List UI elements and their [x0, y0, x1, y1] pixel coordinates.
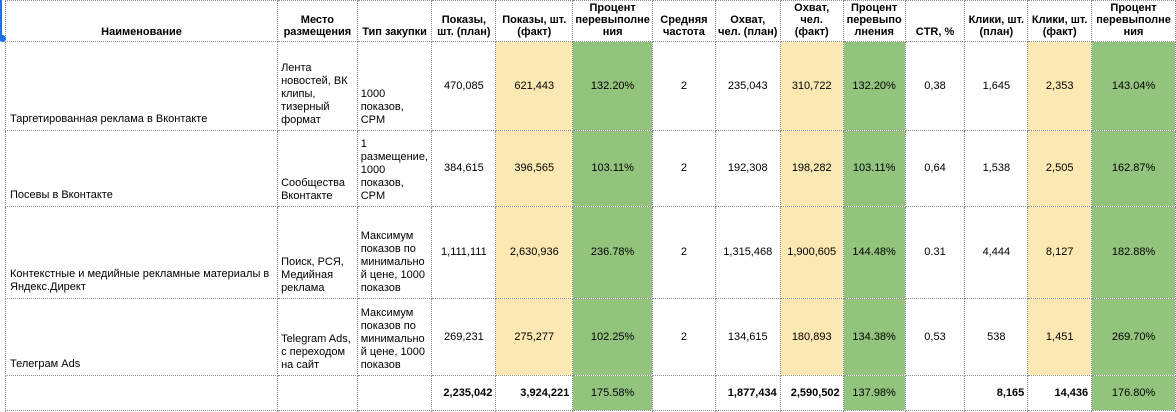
- column-header-impr-pct[interactable]: Процент перевыполнения: [573, 1, 653, 42]
- cell-r4-reach-fact[interactable]: 180,893: [780, 299, 843, 376]
- cell-r4-freq[interactable]: 2: [653, 299, 716, 376]
- cell-r2-clicks-pct[interactable]: 162.87%: [1092, 131, 1176, 207]
- column-header-freq[interactable]: Средняя частота: [653, 1, 716, 42]
- column-header-purchase[interactable]: Тип закупки: [357, 1, 432, 42]
- cell-r2-impr-plan[interactable]: 384,615: [432, 131, 496, 207]
- cell-r4-clicks-fact[interactable]: 1,451: [1028, 299, 1092, 376]
- total-clicks-fact[interactable]: 14,436: [1028, 376, 1092, 411]
- column-header-reach-fact[interactable]: Охват, чел. (факт): [780, 1, 843, 42]
- header-row: [6, 1, 1176, 42]
- cell-r4-impr-pct[interactable]: 102.25%: [573, 299, 653, 376]
- cell-r3-placement[interactable]: Поиск, РСЯ, Медийная реклама: [278, 207, 358, 299]
- cell-r2-impr-fact[interactable]: 396,565: [496, 131, 573, 207]
- selection-border-fragment: [0, 0, 2, 37]
- total-impr-plan[interactable]: 2,235,042: [432, 376, 496, 411]
- cell-r1-ctr[interactable]: 0,38: [905, 42, 965, 131]
- cell-r2-reach-plan[interactable]: 192,308: [715, 131, 780, 207]
- cell-r3-clicks-fact[interactable]: 8,127: [1028, 207, 1092, 299]
- cell-r4-impr-fact[interactable]: 275,277: [496, 299, 573, 376]
- cell-r3-reach-plan[interactable]: 1,315,468: [715, 207, 780, 299]
- table-row: [6, 42, 1176, 131]
- cell-r3-impr-pct[interactable]: 236.78%: [573, 207, 653, 299]
- cell-r2-freq[interactable]: 2: [653, 131, 716, 207]
- cell-r4-reach-plan[interactable]: 134,615: [715, 299, 780, 376]
- spreadsheet-table: [5, 0, 1176, 412]
- cell-r4-clicks-pct[interactable]: 269.70%: [1092, 299, 1176, 376]
- cell-r1-impr-fact[interactable]: 621,443: [496, 42, 573, 131]
- table-body: [6, 42, 1176, 412]
- cell-r2-clicks-plan[interactable]: 1,538: [965, 131, 1028, 207]
- cell-r2-placement[interactable]: Сообщества Вконтакте: [278, 131, 358, 207]
- cell-r4-impr-plan[interactable]: 269,231: [432, 299, 496, 376]
- cell-r2-reach-pct[interactable]: 103.11%: [843, 131, 905, 207]
- column-header-name[interactable]: Наименование: [6, 1, 278, 42]
- column-header-reach-pct[interactable]: Процент перевыполнения: [843, 1, 905, 42]
- total-ctr[interactable]: [905, 376, 965, 411]
- total-name[interactable]: [6, 376, 278, 411]
- total-impr-pct[interactable]: 175.58%: [573, 376, 653, 411]
- column-header-clicks-pct[interactable]: Процент перевыполнения: [1092, 1, 1176, 42]
- total-impr-fact[interactable]: 3,924,221: [496, 376, 573, 411]
- cell-r1-purchase[interactable]: 1000 показов, CPM: [357, 42, 432, 131]
- cell-r2-name[interactable]: Посевы в Вконтакте: [6, 131, 278, 207]
- table-row: [6, 207, 1176, 299]
- cell-r2-ctr[interactable]: 0,64: [905, 131, 965, 207]
- cell-r4-purchase[interactable]: Максимум показов по минимальной цене, 1000 показов: [357, 299, 432, 376]
- cell-r2-reach-fact[interactable]: 198,282: [780, 131, 843, 207]
- table-row: [6, 299, 1176, 376]
- cell-r1-impr-plan[interactable]: 470,085: [432, 42, 496, 131]
- cell-r4-name[interactable]: Телеграм Ads: [6, 299, 278, 376]
- cell-r2-impr-pct[interactable]: 103.11%: [573, 131, 653, 207]
- cell-r1-clicks-pct[interactable]: 143.04%: [1092, 42, 1176, 131]
- cell-r4-placement[interactable]: Telegram Ads, с переходом на сайт: [278, 299, 358, 376]
- total-clicks-plan[interactable]: 8,165: [965, 376, 1028, 411]
- cell-r2-clicks-fact[interactable]: 2,505: [1028, 131, 1092, 207]
- cell-r3-impr-fact[interactable]: 2,630,936: [496, 207, 573, 299]
- cell-r1-reach-pct[interactable]: 132.20%: [843, 42, 905, 131]
- column-header-ctr[interactable]: CTR, %: [905, 1, 965, 42]
- cell-r1-reach-fact[interactable]: 310,722: [780, 42, 843, 131]
- cell-r3-reach-fact[interactable]: 1,900,605: [780, 207, 843, 299]
- cell-r3-clicks-pct[interactable]: 182.88%: [1092, 207, 1176, 299]
- cell-r2-purchase[interactable]: 1 размещение, 1000 показов, CPM: [357, 131, 432, 207]
- cell-r3-purchase[interactable]: Максимум показов по минимальной цене, 1000 показов: [357, 207, 432, 299]
- total-freq[interactable]: [653, 376, 716, 411]
- column-header-reach-plan[interactable]: Охват, чел. (план): [715, 1, 780, 42]
- cell-r1-reach-plan[interactable]: 235,043: [715, 42, 780, 131]
- cell-r1-name[interactable]: Таргетированная реклама в Вконтакте: [6, 42, 278, 131]
- column-header-clicks-fact[interactable]: Клики, шт. (факт): [1028, 1, 1092, 42]
- total-placement[interactable]: [278, 376, 358, 411]
- total-reach-plan[interactable]: 1,877,434: [715, 376, 780, 411]
- total-reach-fact[interactable]: 2,590,502: [780, 376, 843, 411]
- cell-r3-name[interactable]: Контекстные и медийные рекламные материалы в Яндекс.Директ: [6, 207, 278, 299]
- cell-r4-clicks-plan[interactable]: 538: [965, 299, 1028, 376]
- total-clicks-pct[interactable]: 176.80%: [1092, 376, 1176, 411]
- cell-r3-clicks-plan[interactable]: 4,444: [965, 207, 1028, 299]
- cell-r3-reach-pct[interactable]: 144.48%: [843, 207, 905, 299]
- cell-r4-ctr[interactable]: 0,53: [905, 299, 965, 376]
- cell-r1-placement[interactable]: Лента новостей, ВК клипы, тизерный формат: [278, 42, 358, 131]
- cell-r1-clicks-plan[interactable]: 1,645: [965, 42, 1028, 131]
- cell-r3-freq[interactable]: 2: [653, 207, 716, 299]
- cell-r1-impr-pct[interactable]: 132.20%: [573, 42, 653, 131]
- column-header-clicks-plan[interactable]: Клики, шт. (план): [965, 1, 1028, 42]
- cell-r1-freq[interactable]: 2: [653, 42, 716, 131]
- cell-r3-impr-plan[interactable]: 1,111,111: [432, 207, 496, 299]
- total-purchase[interactable]: [357, 376, 432, 411]
- column-header-impr-fact[interactable]: Показы, шт. (факт): [496, 1, 573, 42]
- column-header-placement[interactable]: Место размещения: [278, 1, 358, 42]
- cell-r1-clicks-fact[interactable]: 2,353: [1028, 42, 1092, 131]
- column-header-impr-plan[interactable]: Показы, шт. (план): [432, 1, 496, 42]
- table-row: [6, 131, 1176, 207]
- total-reach-pct[interactable]: 137.98%: [843, 376, 905, 411]
- total-row: [6, 376, 1176, 411]
- cell-r3-ctr[interactable]: 0.31: [905, 207, 965, 299]
- cell-r4-reach-pct[interactable]: 134.38%: [843, 299, 905, 376]
